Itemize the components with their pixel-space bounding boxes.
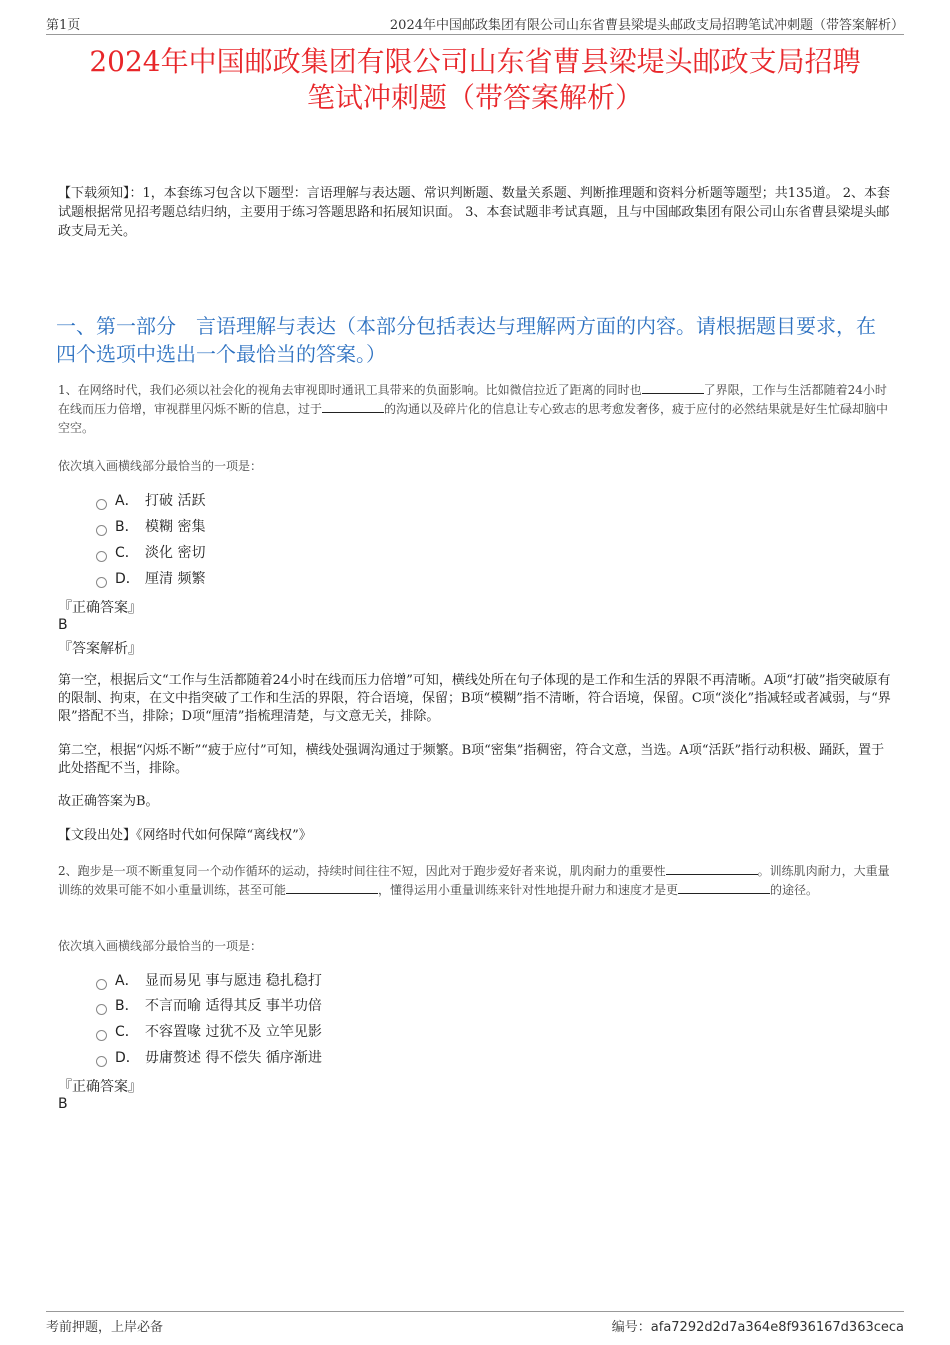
q1-analysis-para-1: 第一空，根据后文“工作与生活都随着24小时在线而压力倍增”可知，横线处所在句子体现的是工作和生活的界限不再清晰。A项“打破”指突破原有的限制、拘束，在文中指突破了工作和生活的界限，符合语境，保留；B项“模糊”指不清晰，符合语境，保留。C项“淡化”指减轻或者减弱，与“界限”搭配不当，排除；D项“厘清”指梳理清楚，与文意无关，排除。 bbox=[58, 673, 891, 724]
option-text: 淡化 密切 bbox=[145, 545, 206, 561]
q2-option-a[interactable] bbox=[96, 971, 322, 991]
footer-slogan: 考前押题，上岸必备 bbox=[46, 1320, 164, 1335]
q1-prompt: 依次填入画横线部分最恰当的一项是： bbox=[58, 459, 263, 473]
option-text: 不言而喻 适得其反 事半功倍 bbox=[145, 998, 322, 1014]
q1-answer-label: 『正确答案』 bbox=[58, 600, 142, 616]
q2-option-c[interactable] bbox=[96, 1022, 322, 1042]
option-letter: D． bbox=[115, 1050, 140, 1066]
option-letter: A． bbox=[115, 973, 139, 989]
radio-icon[interactable] bbox=[96, 1030, 107, 1041]
q2-text-part3: ，懂得运用小重量训练来针对性地提升耐力和速度才是更 bbox=[378, 883, 679, 897]
radio-icon[interactable] bbox=[96, 1004, 107, 1015]
page-header bbox=[46, 14, 904, 35]
option-text: 厘清 频繁 bbox=[145, 571, 206, 587]
q2-option-d[interactable] bbox=[96, 1048, 322, 1068]
q1-text-part2: 了界限，工作与生活都随着24小时在线而压力倍增，审视群里闪烁不断的信息，过于 bbox=[58, 383, 887, 416]
option-letter: A． bbox=[115, 493, 139, 509]
option-letter: B． bbox=[115, 998, 139, 1014]
q1-analysis-para-2: 第二空，根据“闪烁不断”“疲于应付”可知，横线处强调沟通过于频繁。B项“密集”指稠密，符合文意，当选。A项“活跃”指行动积极、踊跃，置于此处搭配不当，排除。 bbox=[58, 743, 885, 776]
document-title bbox=[40, 44, 910, 116]
q2-option-b[interactable] bbox=[96, 996, 322, 1016]
q1-option-c[interactable] bbox=[96, 543, 205, 563]
page-number: 第1页 bbox=[46, 18, 81, 33]
q2-prompt: 依次填入画横线部分最恰当的一项是： bbox=[58, 939, 263, 953]
q2-blank-2 bbox=[286, 881, 378, 894]
q1-option-b[interactable] bbox=[96, 517, 205, 537]
section-heading: 一、第一部分 言语理解与表达（本部分包括表达与理解两方面的内容。请根据题目要求，在四个选项中选出一个最恰当的答案。） bbox=[56, 314, 876, 366]
q1-source: 【文段出处】《网络时代如何保障“离线权”》 bbox=[58, 828, 312, 843]
option-text: 毋庸赘述 得不偿失 循序渐进 bbox=[145, 1050, 322, 1066]
q1-text-part3: 的沟通以及碎片化的信息让专心致志的思考愈发奢侈，疲于应付的必然结果就是好生忙碌却脑中空空。 bbox=[58, 402, 889, 435]
q2-blank-1 bbox=[666, 862, 758, 875]
radio-icon[interactable] bbox=[96, 979, 107, 990]
radio-icon[interactable] bbox=[96, 551, 107, 562]
footer-code-label: 编号： bbox=[611, 1320, 651, 1335]
radio-icon[interactable] bbox=[96, 499, 107, 510]
option-letter: D． bbox=[115, 571, 140, 587]
radio-icon[interactable] bbox=[96, 525, 107, 536]
page-footer bbox=[46, 1311, 904, 1335]
q1-text-part1: 1、在网络时代，我们必须以社会化的视角去审视即时通讯工具带来的负面影响。比如微信拉近了距离的同时也 bbox=[58, 383, 642, 397]
footer-code bbox=[612, 1316, 904, 1335]
option-text: 模糊 密集 bbox=[145, 519, 206, 535]
option-text: 不容置喙 过犹不及 立竿见影 bbox=[145, 1024, 322, 1040]
q2-blank-3 bbox=[678, 881, 770, 894]
q1-option-d[interactable] bbox=[96, 569, 205, 589]
q1-blank-1 bbox=[642, 381, 704, 394]
option-letter: C． bbox=[115, 545, 139, 561]
footer-code-value: afa7292d2d7a364e8f936167d363ceca bbox=[650, 1320, 904, 1335]
q2-text-part4: 的途径。 bbox=[770, 883, 819, 897]
option-letter: C． bbox=[115, 1024, 139, 1040]
option-letter: B． bbox=[115, 519, 139, 535]
q2-text-part2: 。训练肌肉耐力，大重量训练的效果可能不如小重量训练，甚至可能 bbox=[58, 864, 890, 897]
q1-answer: B bbox=[58, 617, 68, 633]
option-text: 打破 活跃 bbox=[145, 493, 206, 509]
download-notice: 【下载须知】：1，本套练习包含以下题型：言语理解与表达题、常识判断题、数量关系题、判断推理题和资料分析题等题型；共135道。 2、本套试题根据常见招考题总结归纳，主要用于练习答题思路和拓展知识面。 3、本套试题非考试真题，且与中国邮政集团有限公司山东省曹县梁堤头邮政支局无关。 bbox=[58, 186, 890, 239]
q2-answer: B bbox=[58, 1096, 68, 1112]
question-2-stem bbox=[58, 862, 894, 900]
q1-analysis-label: 『答案解析』 bbox=[58, 641, 142, 657]
title-line-2: 笔试冲刺题（带答案解析） bbox=[306, 81, 643, 114]
q2-answer-label: 『正确答案』 bbox=[58, 1079, 142, 1095]
q1-blank-2 bbox=[322, 400, 384, 413]
title-line-1: 2024年中国邮政集团有限公司山东省曹县梁堤头邮政支局招聘 bbox=[89, 45, 861, 78]
option-text: 显而易见 事与愿违 稳扎稳打 bbox=[145, 973, 322, 989]
radio-icon[interactable] bbox=[96, 1056, 107, 1067]
q1-analysis-para-3: 故正确答案为B。 bbox=[58, 794, 159, 809]
q1-option-a[interactable] bbox=[96, 491, 205, 511]
question-1-stem bbox=[58, 381, 894, 438]
radio-icon[interactable] bbox=[96, 577, 107, 588]
header-doc-title: 2024年中国邮政集团有限公司山东省曹县梁堤头邮政支局招聘笔试冲刺题（带答案解析） bbox=[389, 18, 904, 33]
q2-text-part1: 2、跑步是一项不断重复同一个动作循环的运动，持续时间往往不短，因此对于跑步爱好者来说，肌肉耐力的重要性 bbox=[58, 864, 666, 878]
